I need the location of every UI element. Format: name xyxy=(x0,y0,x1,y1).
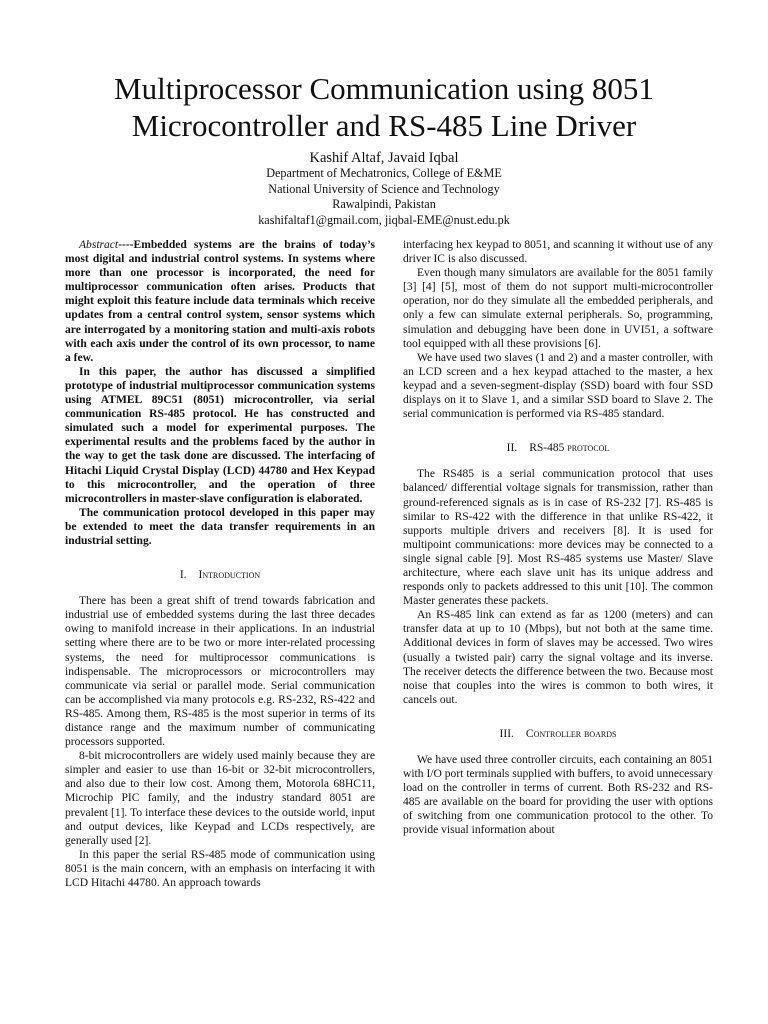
abstract-paragraph-2: In this paper, the author has discussed a simplified prototype of industrial multiprocessor communication systems using ATMEL 89C51 (8051) microcontroller, via serial communication RS-485 protocol. He has constructed and simulated such a model for experimental purposes. The experimental results and the problems faced by the author in the way to get the task done are discussed. The interfacing of Hitachi Liquid Crystal Display (LCD) 44780 and Hex Keypad to this microcontroller, and the operation of three microcontrollers in master-slave configuration is elaborated. xyxy=(65,365,375,505)
intro-paragraph-5: We have used two slaves (1 and 2) and a master controller, with an LCD screen and a hex keypad attached to the master, a hex keypad and a seven-segment-display (SSD) board with four SSD displays on it to Slave 1, and a similar SSD board to Slave 2. The serial communication is performed via RS-485 standard. xyxy=(403,351,713,421)
university: National University of Science and Technology xyxy=(268,181,500,196)
section-heading-controller-boards xyxy=(403,727,713,741)
paper-title: Multiprocessor Communication using 8051 Microcontroller and RS-485 Line Driver xyxy=(114,71,654,143)
location: Rawalpindi, Pakistan xyxy=(332,197,436,211)
abstract-label: Abstract xyxy=(79,239,119,251)
section-number: III. xyxy=(499,727,514,740)
affiliation-block xyxy=(40,166,728,228)
intro-paragraph-2: 8-bit microcontrollers are widely used mainly because they are simpler and easier to use than 16-bit or 32-bit microcontrollers, and also due to their low cost. Among them, Motorola 68HC11, Microchip PIC family, and the industry standard 8051 are prevalent [1]. To interface these devices to the outside world, input and output devices, like Keypad and LCDs respectively, are generally used [2]. xyxy=(65,750,375,847)
intro-paragraph-4: Even though many simulators are available for the 8051 family [3] [4] [5], most of them do not support multi-microcontroller operation, nor do they simulate all the embedded peripherals, and only a few can simulate external peripherals. So, programming, simulation and debugging have been done in UVI51, a software tool equipped with all these provisions [6]. xyxy=(403,267,713,350)
abstract-dashes: ---- xyxy=(118,239,134,251)
department: Department of Mechatronics, College of E&ME xyxy=(266,166,502,180)
abstract xyxy=(65,238,375,548)
section-title: Controller boards xyxy=(525,727,617,740)
section-heading-rs485 xyxy=(403,441,713,455)
left-column xyxy=(65,238,375,890)
authors: Kashif Altaf, Javaid Iqbal xyxy=(309,150,459,166)
abstract-text-1: Embedded systems are the brains of today’s most digital and industrial control systems. In systems where more than one processor is incorporated, the need for multiprocessor communication often arises. Products that might exploit this feature include data terminals which receive updates from a central control system, sensor systems which are interrogated by a monitoring station and multi-axis robots with each axis under the control of its own processor, to name a few. xyxy=(65,239,375,364)
rs485-paragraph-2: An RS-485 link can extend as far as 1200 (meters) and can transfer data at up to 10 (Mbps), but not both at the same time. Additional devices in form of slaves may be accessed. Two wires (usually a twisted pair) carry the signal voltage and its inverse. The receiver detects the difference between the two. Because most noise that couples into the wires is common to both wires, it cancels out. xyxy=(403,609,713,706)
section-heading-introduction xyxy=(65,568,375,582)
abstract-paragraph-1 xyxy=(65,238,375,365)
section-number: I. xyxy=(179,569,187,582)
intro-paragraph-3-continued: interfacing hex keypad to 8051, and scanning it without use of any driver IC is also discussed. xyxy=(403,239,713,266)
section-title: RS-485 protocol xyxy=(529,442,610,455)
boards-paragraph-1: We have used three controller circuits, each containing an 8051 with I/O port terminals supplied with buffers, to avoid unnecessary load on the controller in terms of current. Both RS-232 and RS-485 are available on the board for providing the user with options of switching from one communication protocol to the other. To provide visual information about xyxy=(403,754,713,837)
abstract-paragraph-3: The communication protocol developed in this paper may be extended to meet the data transfer requirements in an industrial setting. xyxy=(65,506,375,547)
rs485-paragraph-1: The RS485 is a serial communication protocol that uses balanced/ differential voltage signals for transmission, rather than ground-referenced signals as is in case of RS-232 [7]. RS-485 is similar to RS-422 with the difference in that unlike RS-422, it supports multiple drivers and receivers [8]. It is used for multipoint communications: more devices may be connected to a single signal cable [9]. Most RS-485 systems use Master/ Slave architecture, where each slave unit has its unique address and responds only to packets addressed to this unit [10]. The common Master generates these packets. xyxy=(403,468,713,608)
section-number: II. xyxy=(506,442,518,455)
emails: kashifaltaf1@gmail.com, jiqbal-EME@nust.edu.pk xyxy=(258,212,510,227)
section-title: Introduction xyxy=(198,569,261,582)
right-column xyxy=(403,238,713,838)
intro-paragraph-1: There has been a great shift of trend towards fabrication and industrial use of embedded systems during the last three decades owing to manifold increase in their applications. In an industrial setting where there are to be two or more inter-related processing systems, the need for multiprocessor communications is indispensable. The microprocessors or microcontrollers may communicate via serial or parallel mode. Serial communication can be accomplished via many protocols e.g. RS-232, RS-422 and RS-485. Among them, RS-485 is the most superior in terms of its distance range and the maximum number of communicating processors supported. xyxy=(65,595,375,749)
intro-paragraph-3: In this paper the serial RS-485 mode of communication using 8051 is the main concern, with an emphasis on interfacing it with LCD Hitachi 44780. An approach towards xyxy=(65,848,375,890)
